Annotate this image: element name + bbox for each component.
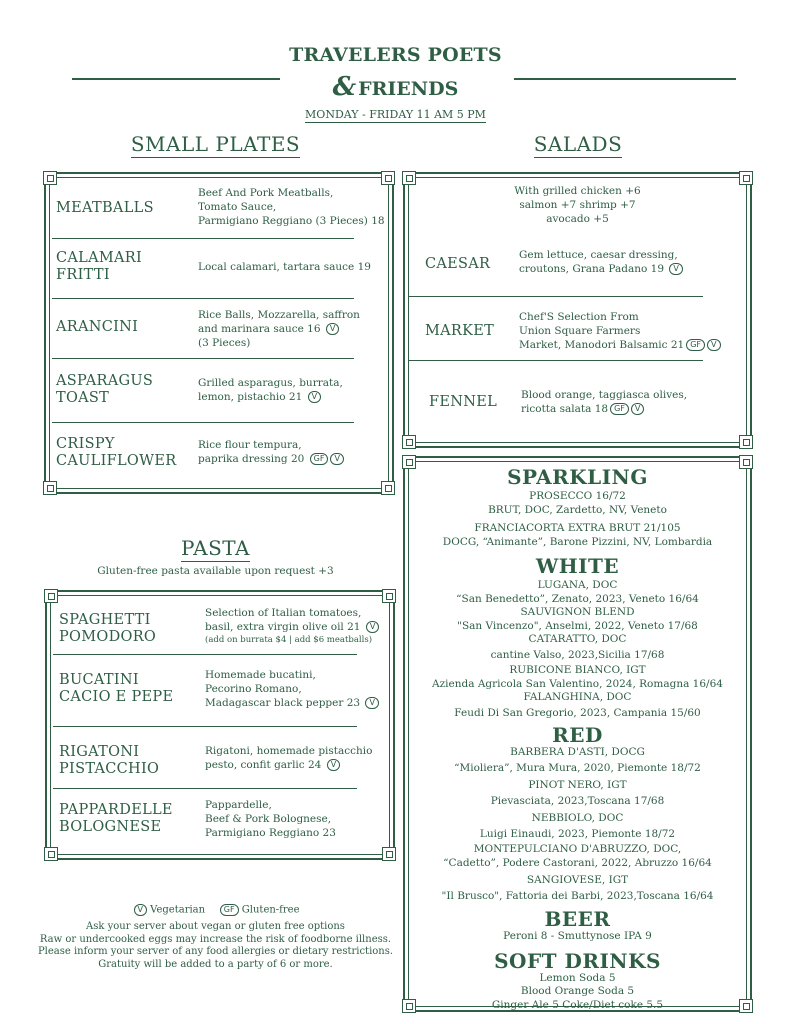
divider [53,726,357,727]
sparkling-title: SPARKLING [507,465,648,489]
corner-ornament [44,589,58,603]
wine-line: SAUVIGNON BLEND [520,606,635,618]
soft-drink-line: Ginger Ale 5 Coke/Diet coke 5.5 [491,998,664,1011]
item-name-asparagus-toast: ASPARAGUS TOAST [56,373,154,406]
red-title: RED [552,723,603,747]
item-name-market: MARKET [425,323,495,339]
corner-ornament [402,435,416,449]
pasta-note: Gluten-free pasta available upon request +3 [97,565,334,577]
wine-line: LUGANA, DOC [537,579,618,591]
wine-line: Pievasciata, 2023,Toscana 17/68 [490,794,665,807]
item-desc-pappardelle-bolognese: Pappardelle, Beef & Pork Bolognese, Parmigiano Reggiano 23 [205,799,336,839]
vegetarian-legend-label: Vegetarian [150,904,206,916]
beer-line: Peroni 8 - Smuttynose IPA 9 [503,930,652,942]
soft-drink-line: Lemon Soda 5 [539,971,616,984]
wine-line: MONTEPULCIANO D'ABRUZZO, DOC, [473,843,682,855]
wine-line: RUBICONE BIANCO, IGT [509,664,646,676]
wine-line: Feudi Di San Gregorio, 2023, Campania 15/60 [454,706,701,719]
wine-line: DOCG, “Animante”, Barone Pizzini, NV, Lombardia [442,535,713,548]
hours [0,108,791,121]
item-desc-crispy-cauliflower: Rice flour tempura, paprika dressing 20 GF V [198,438,344,466]
dietary-legend [44,904,387,917]
item-name-calamari-fritti: CALAMARI FRITTI [56,250,143,283]
vegetarian-badge: V [669,263,682,275]
item-name-caesar: CAESAR [425,256,491,272]
item-desc-rigatoni-pistacchio: Rigatoni, homemade pistacchio pesto, confit garlic 24 V [205,745,373,771]
divider [53,788,357,789]
divider [409,296,703,297]
pasta-frame [45,590,395,860]
corner-ornament [43,171,57,185]
corner-ornament [402,999,416,1013]
vegetarian-badge: V [308,391,321,403]
divider [53,654,357,655]
wine-line: PROSECCO 16/72 [529,490,626,502]
ampersand: & [332,72,357,102]
soft-drink-line: Blood Orange Soda 5 [520,985,635,997]
salads-title: SALADS [533,132,623,156]
divider [52,298,354,299]
drinks-list [405,466,750,1012]
vegetarian-badge: V [365,697,378,709]
wine-line: SANGIOVESE, IGT [526,874,629,886]
small-plates-frame [44,172,394,494]
corner-ornament [382,847,396,861]
divider [409,360,703,361]
hours-text: MONDAY - FRIDAY 11 AM 5 PM [305,108,486,121]
vegetarian-badge: V [326,323,339,335]
salads-frame [403,172,752,448]
item-desc-fennel: Blood orange, taggiasca olives, ricotta salata 18 GF V [521,389,688,415]
item-name-fennel: FENNEL [429,394,498,410]
item-desc-market: Chef'S Selection From Union Square Farmers Market, Manodori Balsamic 21 GF V [519,310,721,352]
divider [52,422,354,423]
divider [52,358,354,359]
corner-ornament [739,171,753,185]
corner-ornament [44,847,58,861]
gluten-free-badge: GF [686,339,705,351]
salad-addons: With grilled chicken +6 salmon +7 shrimp +7 avocado +5 [514,185,641,225]
corner-ornament [381,481,395,495]
wine-line: "Il Brusco", Fattoria dei Barbi, 2023,Toscana 16/64 [441,889,714,902]
vegetarian-badge: V [327,759,340,771]
wine-line: PINOT NERO, IGT [528,779,627,791]
item-desc-calamari-fritti: Local calamari, tartara sauce 19 [198,261,371,273]
corner-ornament [739,455,753,469]
item-name-spaghetti-pomodoro: SPAGHETTI POMODORO [59,612,157,645]
item-name-meatballs: MEATBALLS [56,200,154,216]
gluten-free-legend-label: Gluten-free [241,904,300,916]
wine-line: FALANGHINA, DOC [523,691,632,703]
restaurant-name-line1: TRAVELERS POETS [289,44,502,66]
beer-title: BEER [544,907,611,931]
wine-line: NEBBIOLO, DOC [531,812,624,824]
corner-ornament [381,171,395,185]
item-desc-asparagus-toast: Grilled asparagus, burrata, lemon, pistachio 21 V [198,377,343,403]
item-desc-caesar: Gem lettuce, caesar dressing, croutons, Grana Padano 19 V [519,248,683,276]
corner-ornament [739,999,753,1013]
wine-line: Azienda Agricola San Valentino, 2024, Romagna 16/64 [432,677,723,690]
gluten-free-badge: GF [610,403,629,415]
wine-line: CATARATTO, DOC [528,633,627,645]
pasta-title: PASTA [181,536,250,560]
corner-ornament [43,481,57,495]
corner-ornament [402,171,416,185]
drinks-frame [403,456,752,1012]
vegetarian-legend-badge: V [134,904,147,916]
vegetarian-badge: V [707,339,720,351]
item-name-pappardelle-bolognese: PAPPARDELLE BOLOGNESE [59,802,173,835]
soft-drinks-title: SOFT DRINKS [494,948,661,973]
item-name-arancini: ARANCINI [56,319,139,335]
wine-line: “San Benedetto”, Zenato, 2023, Veneto 16/64 [456,592,699,605]
wine-line: FRANCIACORTA EXTRA BRUT 21/105 [474,522,681,534]
wine-line: cantine Valso, 2023,Sicilia 17/68 [490,648,665,661]
wine-line: “Cadetto”, Podere Castorani, 2022, Abruzzo 16/64 [443,856,712,869]
restaurant-name-line2 [0,72,791,102]
wine-line: BRUT, DOC, Zardetto, NV, Veneto [488,503,667,516]
corner-ornament [382,589,396,603]
item-desc-spaghetti-pomodoro: Selection of Italian tomatoes, basil, extra virgin olive oil 21 V (add on burrata $4 | add $6 meatballs) [205,606,379,646]
wine-line: BARBERA D'ASTI, DOCG [510,746,645,758]
wine-line: “Mioliera”, Mura Mura, 2020, Piemonte 18/72 [454,761,701,774]
vegetarian-badge: V [631,403,644,415]
gluten-free-legend-badge: GF [220,904,239,916]
item-desc-arancini: Rice Balls, Mozzarella, saffron and marinara sauce 16 V (3 Pieces) [198,309,360,349]
footer-notes: Ask your server about vegan or gluten free options Raw or undercooked eggs may increase the risk of foodborne illness. Please inform your server of any food allergies or dietary restrictions. Gratuity will be added to a party of 6 or more. [37,921,394,970]
divider [52,238,354,239]
restaurant-name-friends: FRIENDS [358,78,459,100]
white-title: WHITE [535,554,620,578]
item-name-rigatoni-pistacchio: RIGATONI PISTACCHIO [59,744,160,777]
wine-line: Luigi Einaudi, 2023, Piemonte 18/72 [479,827,676,840]
vegetarian-badge: V [330,453,343,465]
item-desc-meatballs: Beef And Pork Meatballs, Tomato Sauce, Parmigiano Reggiano (3 Pieces) 18 [198,187,385,227]
gluten-free-badge: GF [310,453,329,465]
vegetarian-badge: V [366,621,379,633]
corner-ornament [402,455,416,469]
item-name-bucatini-cacio-e-pepe: BUCATINI CACIO E PEPE [59,672,174,705]
item-desc-bucatini-cacio-e-pepe: Homemade bucatini, Pecorino Romano, Madagascar black pepper 23 V [205,668,379,710]
corner-ornament [739,435,753,449]
item-name-crispy-cauliflower: CRISPY CAULIFLOWER [56,436,177,469]
wine-line: "San Vincenzo", Anselmi, 2022, Veneto 17/68 [457,619,698,632]
small-plates-title: SMALL PLATES [130,132,301,156]
